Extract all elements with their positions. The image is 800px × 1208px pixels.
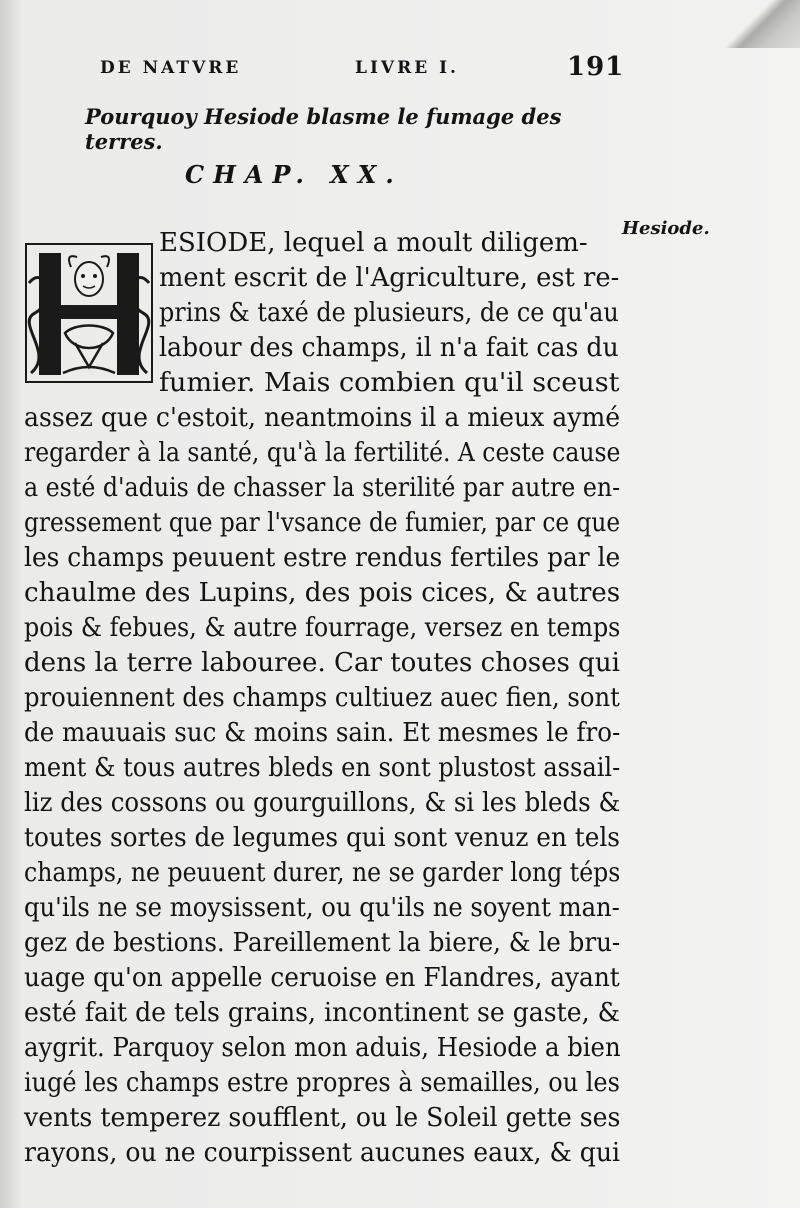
text-line: prins & taxé de plusieurs, de ce qu'au: [159, 298, 619, 328]
text-line: liz des cossons ou gourguillons, & si les bleds &: [24, 788, 621, 818]
text-line: champs, ne peuuent durer, ne se garder long téps: [24, 858, 621, 888]
text-line: fumier. Mais combien qu'il sceust: [159, 368, 620, 398]
text-line: rayons, ou ne courpissent aucunes eaux, & qui: [24, 1138, 621, 1168]
page-number: 191: [567, 52, 625, 82]
running-header-book: LIVRE I.: [355, 58, 459, 78]
decorated-initial-h-icon: [25, 243, 153, 383]
text-line: dens la terre labouree. Car toutes choses qui: [24, 648, 620, 678]
text-line: uage qu'on appelle ceruoise en Flandres, ayant: [24, 963, 620, 993]
text-line: ESIODE, lequel a moult diligem-: [159, 228, 588, 258]
page-corner-shadow: [720, 0, 800, 48]
text-line: iugé les champs estre propres à semailles, ou les: [24, 1068, 620, 1098]
text-line: chaulme des Lupins, des pois cices, & autres: [24, 578, 621, 608]
chapter-heading: CHAP. XX.: [185, 160, 403, 189]
text-line: labour des champs, il n'a fait cas du: [159, 333, 619, 363]
text-line: esté fait de tels grains, incontinent se gaste, &: [24, 998, 620, 1028]
text-line: gez de bestions. Pareillement la biere, & le bru-: [24, 928, 621, 958]
text-line: toutes sortes de legumes qui sont venuz en tels: [24, 823, 620, 853]
text-line: a esté d'aduis de chasser la sterilité par autre en-: [24, 473, 621, 503]
text-line: ment & tous autres bleds en sont plustost assail-: [24, 753, 621, 783]
text-line: pois & febues, & autre fourrage, versez en temps: [24, 613, 621, 643]
text-line: regarder à la santé, qu'à la fertilité. A ceste cause: [24, 438, 621, 468]
text-line: gressement que par l'vsance de fumier, par ce que: [24, 508, 621, 538]
text-line: assez que c'estoit, neantmoins il a mieux aymé: [24, 403, 621, 433]
running-header-left: DE NATVRE: [100, 58, 242, 78]
text-line: vents temperez soufflent, ou le Soleil gette ses: [24, 1103, 621, 1133]
text-line: prouiennent des champs cultiuez auec fien, sont: [24, 683, 620, 713]
margin-note: Hesiode.: [622, 218, 710, 239]
text-line: les champs peuuent estre rendus fertiles par le: [24, 543, 621, 573]
text-line: de mauuais suc & moins sain. Et mesmes le fro-: [24, 718, 621, 748]
text-line: ment escrit de l'Agriculture, est re-: [159, 263, 620, 293]
text-line: aygrit. Parquoy selon mon aduis, Hesiode a bien: [24, 1033, 621, 1063]
chapter-title: Pourquoy Hesiode blasme le fumage des terres.: [85, 104, 562, 154]
text-line: qu'ils ne se moysissent, ou qu'ils ne soyent man-: [24, 893, 620, 923]
